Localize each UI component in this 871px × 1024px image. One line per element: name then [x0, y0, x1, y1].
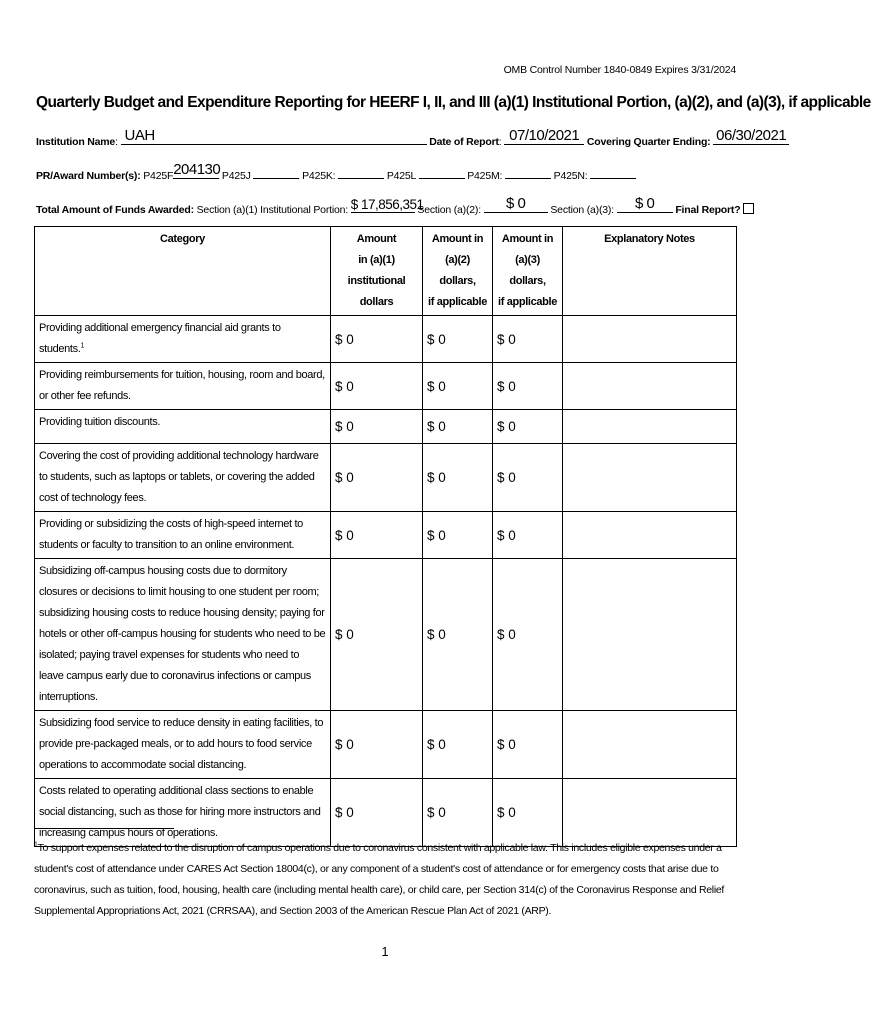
date-of-report-value: 07/10/2021 — [509, 127, 580, 144]
p425k-label: P425K: — [302, 170, 336, 182]
covering-quarter-label: Covering Quarter Ending: — [586, 136, 711, 148]
header-a1 — [331, 227, 423, 316]
row-a3-amount[interactable]: $ 0 — [493, 316, 563, 363]
row-a1-amount[interactable]: $ 0 — [331, 711, 423, 779]
table-row — [35, 512, 737, 559]
row-category: Providing or subsidizing the costs of high-speed internet to students or faculty to transition to an online environment. — [35, 512, 331, 559]
p425j-field[interactable] — [253, 166, 299, 179]
row-a1-amount[interactable]: $ 0 — [331, 779, 423, 847]
header-a1-line: institutional dollars — [347, 275, 406, 308]
covering-quarter-value: 06/30/2021 — [716, 127, 787, 144]
award-number-label: PR/Award Number(s): — [36, 170, 141, 182]
total-funds-label: Total Amount of Funds Awarded: — [36, 204, 194, 216]
row-category: Subsidizing off-campus housing costs due to dormitory closures or decisions to limit housing to one student per room; subsidizing housing costs to reduce housing density; paying for hotels or other off-campus housing for students who need to be isolated; paying travel expenses for students who need to leave campus early due to coronavirus infections or campus interruptions. — [35, 559, 331, 711]
section-a1-value: $ 17,856,351 — [350, 197, 424, 212]
page-number: 1 — [381, 944, 389, 959]
row-a1-amount[interactable]: $ 0 — [331, 559, 423, 711]
section-a1-label: Section (a)(1) Institutional Portion: — [196, 204, 348, 216]
p425j-label: P425J — [221, 170, 251, 182]
table-row — [35, 316, 737, 363]
row-category-text: Providing additional emergency financial aid grants to students. — [39, 322, 281, 355]
institution-name-label: Institution Name — [36, 136, 116, 148]
header-a3 — [493, 227, 563, 316]
row-a1-amount[interactable]: $ 0 — [331, 316, 423, 363]
table-row — [35, 559, 737, 711]
p425n-label: P425N: — [553, 170, 588, 182]
section-a2-value: $ 0 — [505, 195, 526, 212]
institution-line: Institution Name: UAH Date of Report: 07/10/2021 Covering Quarter Ending: 06/30/2021 — [36, 132, 789, 148]
row-a2-amount[interactable]: $ 0 — [423, 779, 493, 847]
footnote-number: 1 — [34, 841, 38, 849]
header-category: Category — [35, 227, 331, 316]
p425l-label: P425L — [386, 170, 416, 182]
row-category: Subsidizing food service to reduce density in eating facilities, to provide pre-packaged meals, or to add hours to food service operations to accommodate social distancing. — [35, 711, 331, 779]
row-notes[interactable] — [563, 410, 737, 444]
row-notes[interactable] — [563, 316, 737, 363]
row-category — [35, 316, 331, 363]
table-row — [35, 363, 737, 410]
row-a2-amount[interactable]: $ 0 — [423, 410, 493, 444]
p425f-value: 204130 — [173, 161, 221, 178]
row-notes[interactable] — [563, 779, 737, 847]
header-explanatory-notes: Explanatory Notes — [563, 227, 737, 316]
final-report-checkbox[interactable] — [743, 203, 754, 214]
table-row — [35, 779, 737, 847]
p425n-field[interactable] — [590, 166, 636, 179]
p425l-field[interactable] — [419, 166, 465, 179]
row-a2-amount[interactable]: $ 0 — [423, 363, 493, 410]
row-a3-amount[interactable]: $ 0 — [493, 512, 563, 559]
row-notes[interactable] — [563, 363, 737, 410]
row-category: Covering the cost of providing additional technology hardware to students, such as laptops or tablets, or covering the added cost of technology fees. — [35, 444, 331, 512]
section-a2-field[interactable] — [484, 195, 548, 213]
row-category: Providing reimbursements for tuition, housing, room and board, or other fee refunds. — [35, 363, 331, 410]
award-line — [36, 161, 636, 182]
date-of-report-field[interactable] — [504, 127, 584, 145]
section-a3-value: $ 0 — [634, 195, 655, 212]
footnote — [34, 838, 738, 922]
p425f-label: P425F — [143, 170, 174, 182]
row-a3-amount[interactable]: $ 0 — [493, 711, 563, 779]
header-a3-line: (a)(3) dollars, — [509, 254, 546, 287]
institution-name-value: UAH — [124, 127, 155, 144]
row-a3-amount[interactable]: $ 0 — [493, 363, 563, 410]
row-a2-amount[interactable]: $ 0 — [423, 559, 493, 711]
row-a3-amount[interactable]: $ 0 — [493, 779, 563, 847]
header-a2-line: if applicable — [427, 296, 488, 308]
row-a3-amount[interactable]: $ 0 — [493, 444, 563, 512]
p425f-field[interactable] — [173, 161, 221, 179]
header-a2-line: Amount in — [431, 233, 484, 245]
row-category: Providing tuition discounts. — [35, 410, 331, 444]
row-a3-amount[interactable]: $ 0 — [493, 410, 563, 444]
table-row — [35, 711, 737, 779]
section-a3-label: Section (a)(3): — [550, 204, 614, 216]
row-a2-amount[interactable]: $ 0 — [423, 444, 493, 512]
page-title: Quarterly Budget and Expenditure Reporting for HEERF I, II, and III (a)(1) Institutional Portion, (a)(2), and (a)(3), if applicable — [36, 94, 871, 111]
table-row — [35, 444, 737, 512]
final-report-label: Final Report? — [675, 204, 741, 216]
section-a1-field[interactable] — [350, 197, 424, 213]
covering-quarter-field[interactable] — [713, 127, 789, 145]
row-category: Costs related to operating additional class sections to enable social distancing, such as those for hiring more instructors and increasing campus hours of operations. — [35, 779, 331, 847]
row-a1-amount[interactable]: $ 0 — [331, 512, 423, 559]
section-a3-field[interactable] — [617, 195, 673, 213]
header-a1-line: in (a)(1) — [358, 254, 395, 266]
row-notes[interactable] — [563, 512, 737, 559]
row-a1-amount[interactable]: $ 0 — [331, 444, 423, 512]
footnote-divider — [34, 828, 174, 829]
header-a2-line: (a)(2) dollars, — [439, 254, 476, 287]
p425k-field[interactable] — [338, 166, 384, 179]
header-a3-line: if applicable — [497, 296, 558, 308]
row-a2-amount[interactable]: $ 0 — [423, 316, 493, 363]
row-a1-amount[interactable]: $ 0 — [331, 363, 423, 410]
date-of-report-label: Date of Report — [429, 136, 499, 148]
row-a2-amount[interactable]: $ 0 — [423, 512, 493, 559]
footnote-text: To support expenses related to the disruption of campus operations due to coronavirus consistent with applicable law. This includes eligible expenses under a student's cost of attendance under CARES Act Section 18004(c), or any component of a student's cost of attendance or for emergency costs that arise due to coronavirus, such as tuition, food, housing, health care (including mental health care), or child care, per Section 314(c) of the Coronavirus Response and Relief Supplemental Appropriations Act, 2021 (CRRSAA), and Section 2003 of the American Rescue Plan Act of 2021 (ARP). — [34, 842, 725, 917]
p425m-label: P425M: — [467, 170, 503, 182]
section-a2-label: Section (a)(2): — [417, 204, 481, 216]
header-a1-line: Amount — [356, 233, 397, 245]
row-a1-amount[interactable]: $ 0 — [331, 410, 423, 444]
row-a3-amount[interactable]: $ 0 — [493, 559, 563, 711]
expenditure-table — [34, 226, 737, 847]
table-header-row — [35, 227, 737, 316]
row-notes[interactable] — [563, 444, 737, 512]
header-a3-line: Amount in — [501, 233, 554, 245]
funds-line — [36, 195, 754, 216]
row-notes[interactable] — [563, 711, 737, 779]
p425m-field[interactable] — [505, 166, 551, 179]
footnote-ref: 1 — [80, 342, 85, 350]
row-notes[interactable] — [563, 559, 737, 711]
institution-name-field[interactable] — [121, 127, 427, 145]
table-row — [35, 410, 737, 444]
header-a2 — [423, 227, 493, 316]
omb-control-number: OMB Control Number 1840-0849 Expires 3/31/2024 — [503, 64, 736, 76]
row-a2-amount[interactable]: $ 0 — [423, 711, 493, 779]
